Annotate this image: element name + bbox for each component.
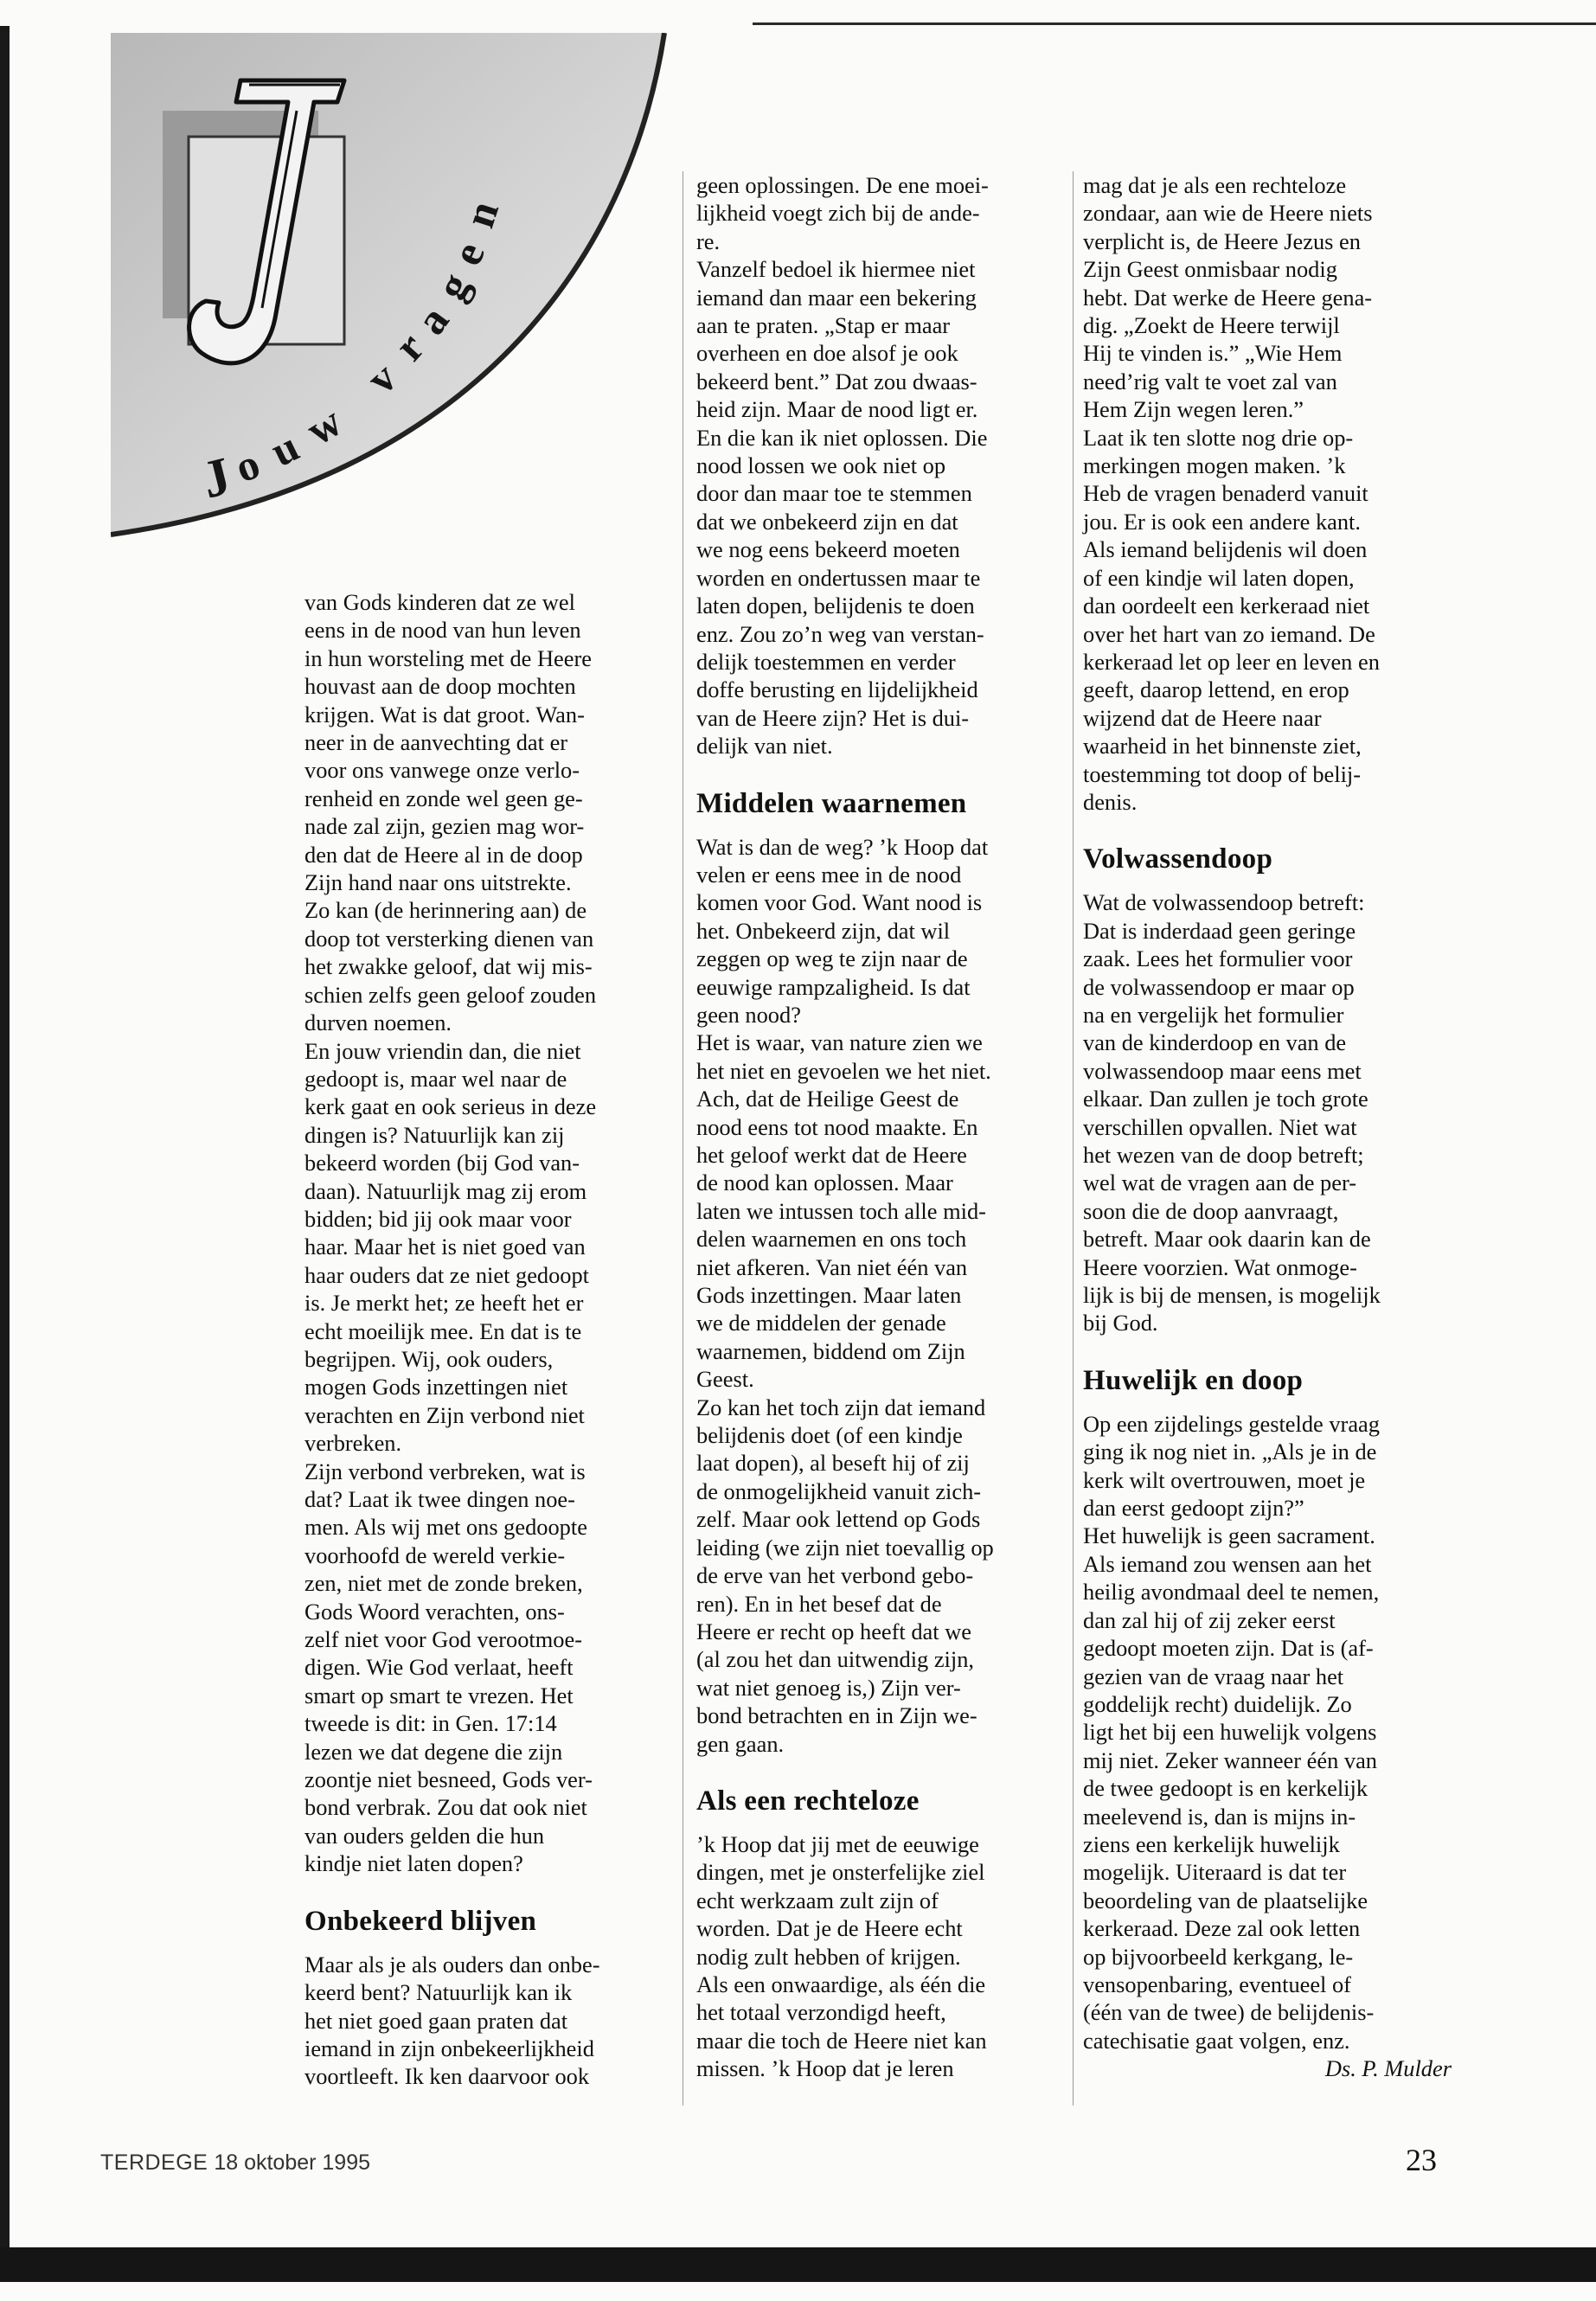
article-paragraph: mag dat je als een rechteloze zondaar, aan wie de Heere niets verplicht is, de Heere Jezus en Zijn Geest onmisbaar nodig hebt. Dat werke de Heere gena- dig. „Zoekt de Heere terwijl Hij te vinden is.” „Wie Hem need’rig valt te voet zal van Hem Zijn wegen leren.” [1083,172,1373,423]
svg-text:J: J [195,446,237,510]
scan-edge-top [753,22,1596,25]
svg-text:a: a [406,297,458,343]
section-heading: Huwelijk en doop [1083,1364,1304,1396]
author-signature: Ds. P. Mulder [1324,2055,1452,2082]
article-column-3 [1083,171,1457,2083]
footer-publication [100,2150,370,2176]
svg-text:r: r [384,323,434,370]
article-paragraph: geen oplossingen. De ene moei- lijkheid voegt zich bij de ande- re. [696,172,989,254]
svg-text:v: v [356,352,406,404]
svg-text:o: o [228,439,266,492]
article-paragraph: Het is waar, van nature zien we het niet en gevoelen we het niet. Ach, dat de Heilige Geest de nood eens tot nood maakte. En het geloof werkt dat de Heere de nood kan oplossen. Maar laten we intussen toch alle mid- delen waarnemen en ons toch niet afkeren. Van niet één van Gods inzettingen. Maar laten we de middelen der genade waarnemen, biddend om Zijn Geest. [696,1029,991,1393]
svg-text:n: n [454,195,509,234]
column-rule-2 [1073,171,1074,2106]
scan-edge-left [0,26,10,2266]
svg-text:w: w [298,396,350,455]
article-paragraph: Op een zijdelings gestelde vraag ging ik nog niet in. „Als je in de kerk wilt overtrouwen, moet je dan eerst gedoopt zijn?” [1083,1410,1380,1522]
section-heading: Onbekeerd blijven [304,1905,537,1937]
scan-edge-bottom [0,2247,1596,2282]
section-heading: Volwassendoop [1083,843,1273,875]
article-column-2 [696,171,1070,2083]
publication-date: 18 oktober 1995 [214,2150,371,2175]
article-paragraph: Wat is dan de weg? ’k Hoop dat velen er eens mee in de nood komen voor God. Want nood is het. Onbekeerd zijn, dat wil zeggen op weg te zijn naar de eeuwige rampzaligheid. Is dat geen nood? [696,833,989,1028]
article-paragraph: Wat de volwassendoop betreft: Dat is inderdaad geen geringe zaak. Lees het formulier voor de volwassendoop er maar op na en vergelijk het formulier van de kinderdoop en van de volwassendoop maar eens met elkaar. Dan zullen je toch grote verschillen opvallen. Niet wat het wezen van de doop betreft; wel wat de vragen aan de per- soon die de doop aanvraagt, betreft. Maar ook daarin kan de Heere voorzien. Wat onmoge- lijk is bij de mensen, is mogelijk bij God. [1083,889,1381,1336]
svg-text:g: g [426,264,480,308]
article-paragraph: Maar als je als ouders dan onbe- keerd bent? Natuurlijk kan ik het niet goed gaan praten dat iemand in zijn onbekeerlijkheid voortleeft. Ik ken daarvoor ook [304,1951,600,2090]
article-paragraph: Het huwelijk is geen sacrament. Als iemand zou wensen aan het heilig avondmaal deel te nemen, dan zal hij of zij zeker eerst gedoopt moeten zijn. Dat is (af- gezien van de vraag naar het goddelijk recht) duidelijk. Zo ligt het bij een huwelijk volgens mij niet. Zeker wanneer één van de twee gedoopt is en kerkelijk meelevend is, dan is mijns in- ziens een kerkelijk huwelijk mogelijk. Uiteraard is dat ter beoordeling van de plaatselijke kerkeraad. Deze zal ook letten op bijvoorbeeld kerkgang, le- vensopenbaring, eventueel of (één van de twee) de belijdenis- catechisatie gaat volgen, enz. [1083,1522,1380,2054]
article-column-1 [304,588,668,2091]
article-paragraph: Vanzelf bedoel ik hiermee niet iemand dan maar een bekering aan te praten. „Stap er maar overheen en doe alsof je ook bekeerd bent.” Dat zou dwaas- heid zijn. Maar de nood ligt er. En die kan ik niet oplossen. Die nood lossen we ook niet op door dan maar toe te stemmen dat we onbekeerd zijn en dat we nog eens bekeerd moeten worden en ondertussen maar te laten dopen, belijdenis te doen enz. Zou zo’n weg van verstan- delijk toestemmen en verder doffe berusting en lijdelijkheid van de Heere zijn? Het is dui- delijk van niet. [696,256,988,760]
svg-text:e: e [441,234,495,272]
article-paragraph: Laat ik ten slotte nog drie op- merkingen mogen maken. ’k Heb de vragen benaderd vanuit jou. Er is ook een andere kant. Als iemand belijdenis wil doen of een kindje wil laten dopen, dan oordeelt een kerkeraad niet over het hart van zo iemand. De kerkeraad let op leer en leven en geeft, daarop lettend, en erop wijzend dat de Heere naar waarheid in het binnenste ziet, toestemming tot doop of belij- denis. [1083,424,1380,815]
svg-text:u: u [263,421,306,476]
article-paragraph: ’k Hoop dat jij met de eeuwige dingen, met je onsterfelijke ziel echt werkzaam zult zijn of worden. Dat je de Heere echt nodig zult hebben of krijgen. Als een onwaardige, als één die het totaal verzondigd heeft, maar die toch de Heere niet kan missen. ’k Hoop dat je leren [696,1830,987,2082]
article-paragraph: Zo kan het toch zijn dat iemand belijdenis doet (of een kindje laat dopen), al beseft hij of zij de onmogelijkheid vanuit zich- zelf. Maar ook lettend op Gods leiding (we zijn niet toevallig op de erve van het verbond gebo- ren). En in het besef dat de Heere er recht op heeft dat we (al zou het dan uitwendig zijn, wat niet genoeg is,) Zijn ver- bond betrachten en in Zijn we- gen gaan. [696,1394,994,1757]
publication-name: TERDEGE [100,2150,208,2175]
section-heading: Middelen waarnemen [696,787,967,819]
section-heading: Als een rechteloze [696,1785,920,1817]
page-number: 23 [1406,2143,1437,2177]
article-paragraph: En jouw vriendin dan, die niet gedoopt is, maar wel naar de kerk gaat en ook serieus in deze dingen is? Natuurlijk kan zij bekeerd worden (bij God van- daan). Natuurlijk mag zij erom bidden; bid jij ook maar voor haar. Maar het is niet goed van haar ouders dat ze niet gedoopt is. Je merkt het; ze heeft het er echt moeilijk mee. En dat is te begrijpen. Wij, ook ouders, mogen Gods inzettingen niet verachten en Zijn verbond niet verbreken. [304,1037,597,1457]
article-paragraph: van Gods kinderen dat ze wel eens in de nood van hun leven in hun worsteling met de Heere houvast aan de doop mochten krijgen. Wat is dat groot. Wan- neer in de aanvechting dat er voor ons vanwege onze verlo- renheid en zonde wel geen ge- nade zal zijn, gezien mag wor- den dat de Heere al in de doop Zijn hand naar ons uitstrekte. Zo kan (de herinnering aan) de doop tot versterking dienen van het zwakke geloof, dat wij mis- schien zelfs geen geloof zouden durven noemen. [304,589,597,1036]
jouw-vragen-logo [111,33,673,543]
article-paragraph: Zijn verbond verbreken, wat is dat? Laat ik twee dingen noe- men. Als wij met ons gedoopte voorhoofd de wereld verkie- zen, niet met de zonde breken, Gods Woord verachten, ons- zelf niet voor God verootmoe- digen. Wie God verlaat, heeft smart op smart te vrezen. Het tweede is dit: in Gen. 17:14 lezen we dat degene die zijn zoontje niet besneed, Gods ver- bond verbrak. Zou dat ook niet van ouders gelden die hun kindje niet laten dopen? [304,1458,593,1877]
